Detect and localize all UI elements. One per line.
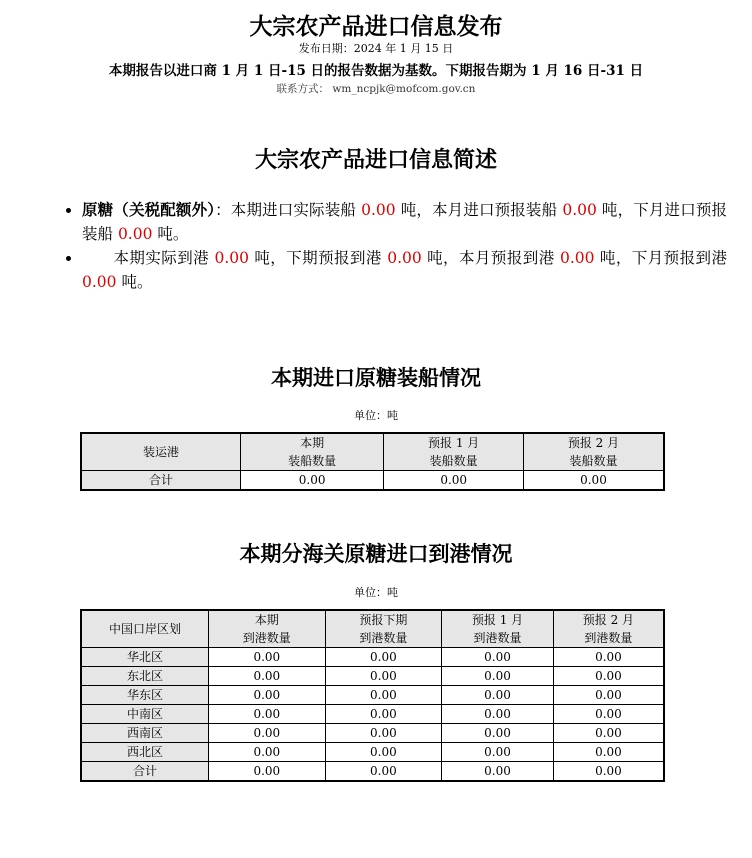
row-label: 中南区 <box>81 705 209 724</box>
report-basis-note: 本期报告以进口商 1 月 1 日-15 日的报告数据为基数。下期报告期为 1 月 16 日-31 日 <box>108 63 644 79</box>
shipping-section-title: 本期进口原糖装船情况 <box>271 365 481 390</box>
next-period-forecast-arrival-value: 0.00 <box>387 249 422 267</box>
column-header-forecast-feb-shipment: 预报 2 月 装船数量 <box>523 433 664 471</box>
column-header-forecast-jan-arrival: 预报 1 月 到港数量 <box>442 610 554 648</box>
table-cell: 0.00 <box>209 724 326 743</box>
table-row <box>81 762 664 782</box>
table-cell: 0.00 <box>553 648 664 667</box>
month-forecast-arrival-value: 0.00 <box>560 249 595 267</box>
table-cell: 0.00 <box>442 705 554 724</box>
table-cell: 0.00 <box>209 705 326 724</box>
table-header-row <box>81 433 664 471</box>
table-cell: 0.00 <box>442 743 554 762</box>
table-cell: 0.00 <box>240 471 384 491</box>
table-row <box>81 648 664 667</box>
row-label: 华北区 <box>81 648 209 667</box>
row-label: 华东区 <box>81 686 209 705</box>
table-cell: 0.00 <box>442 762 554 782</box>
table-cell: 0.00 <box>384 471 524 491</box>
next-month-forecast-arrival-value: 0.00 <box>82 273 117 291</box>
table-cell: 0.00 <box>553 705 664 724</box>
table-cell: 0.00 <box>325 667 442 686</box>
arrival-table <box>80 609 665 782</box>
shipping-table <box>80 432 665 491</box>
commodity-name: 原糖（关税配额外） <box>82 200 216 219</box>
table-cell: 0.00 <box>442 648 554 667</box>
row-label: 东北区 <box>81 667 209 686</box>
column-header-next-period-arrival: 预报下期 到港数量 <box>325 610 442 648</box>
arrival-section-title: 本期分海关原糖进口到港情况 <box>239 541 513 566</box>
summary-list <box>60 198 727 294</box>
table-row <box>81 471 664 491</box>
table-cell: 0.00 <box>553 743 664 762</box>
table-cell: 0.00 <box>209 667 326 686</box>
next-month-forecast-shipment-value: 0.00 <box>117 225 153 243</box>
table-cell: 0.00 <box>553 724 664 743</box>
table-row <box>81 705 664 724</box>
column-header-forecast-jan-shipment: 预报 1 月 装船数量 <box>384 433 524 471</box>
actual-shipment-value: 0.00 <box>361 201 396 219</box>
table-cell: 0.00 <box>325 686 442 705</box>
row-label: 合计 <box>81 471 240 491</box>
summary-title: 大宗农产品进口信息简述 <box>254 147 497 173</box>
arrival-unit: 单位：吨 <box>354 586 398 599</box>
table-cell: 0.00 <box>325 743 442 762</box>
column-header-current-arrival: 本期 到港数量 <box>209 610 326 648</box>
table-cell: 0.00 <box>442 667 554 686</box>
actual-arrival-value: 0.00 <box>214 249 249 267</box>
row-label: 西南区 <box>81 724 209 743</box>
table-cell: 0.00 <box>523 471 664 491</box>
table-cell: 0.00 <box>325 762 442 782</box>
page-title: 大宗农产品进口信息发布 <box>249 13 503 40</box>
publish-date: 发布日期：2024 年 1 月 15 日 <box>298 42 454 55</box>
table-cell: 0.00 <box>442 686 554 705</box>
table-cell: 0.00 <box>325 705 442 724</box>
table-cell: 0.00 <box>209 686 326 705</box>
contact-info: 联系方式： wm_ncpjk@mofcom.gov.cn <box>276 83 476 95</box>
summary-item-arrival: • 本期实际到港 0.00 吨，下期预报到港 0.00 吨，本月预报到港 0.00 吨，下月预报到港 0.00 吨。 <box>82 246 727 294</box>
table-row <box>81 724 664 743</box>
month-forecast-shipment-value: 0.00 <box>562 201 597 219</box>
table-cell: 0.00 <box>553 667 664 686</box>
table-row <box>81 686 664 705</box>
column-header-port: 装运港 <box>81 433 240 471</box>
column-header-forecast-feb-arrival: 预报 2 月 到港数量 <box>553 610 664 648</box>
table-cell: 0.00 <box>442 724 554 743</box>
row-label: 合计 <box>81 762 209 782</box>
column-header-region: 中国口岸区划 <box>81 610 209 648</box>
table-cell: 0.00 <box>553 762 664 782</box>
shipping-unit: 单位：吨 <box>354 409 398 422</box>
table-cell: 0.00 <box>553 686 664 705</box>
table-header-row <box>81 610 664 648</box>
column-header-current-shipment: 本期 装船数量 <box>240 433 384 471</box>
table-cell: 0.00 <box>209 762 326 782</box>
table-row <box>81 667 664 686</box>
table-row <box>81 743 664 762</box>
table-cell: 0.00 <box>209 743 326 762</box>
table-cell: 0.00 <box>325 648 442 667</box>
table-cell: 0.00 <box>209 648 326 667</box>
row-label: 西北区 <box>81 743 209 762</box>
summary-item-shipment: • 原糖（关税配额外）：本期进口实际装船 0.00 吨，本月进口预报装船 0.00 吨，下月进口预报装船 0.00 吨。 <box>82 198 727 246</box>
table-cell: 0.00 <box>325 724 442 743</box>
